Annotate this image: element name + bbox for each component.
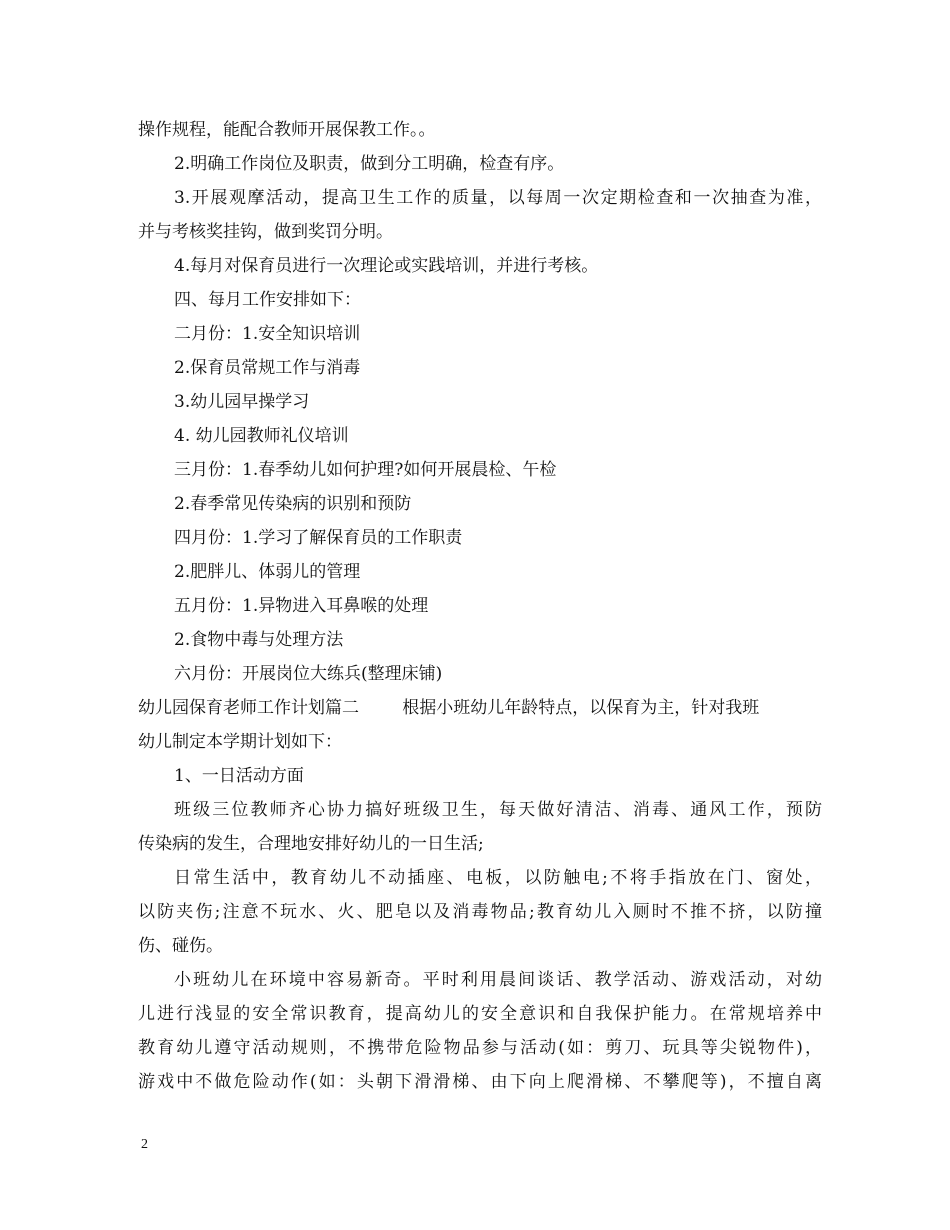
text-line: 2.保育员常规工作与消毒 [174,358,361,378]
text-line: 幼儿园保育老师工作计划篇二 根据小班幼儿年龄特点，以保育为主，针对我班 [138,698,760,718]
section-heading: 1、一日活动方面 [174,766,304,786]
text-line: 4.每月对保育员进行一次理论或实践培训，并进行考核。 [174,256,599,276]
text-line: 2.食物中毒与处理方法 [174,630,344,650]
text-line: 儿进行浅显的安全常识教育，提高幼儿的安全意识和自我保护能力。在常规培养中 [138,1004,822,1024]
text-line: 3.幼儿园早操学习 [174,392,310,412]
text-line: 2.肥胖儿、体弱儿的管理 [174,562,361,582]
text-line: 4. 幼儿园教师礼仪培训 [174,426,349,446]
text-line: 传染病的发生，合理地安排好幼儿的一日生活; [138,834,484,854]
text-line: 六月份：开展岗位大练兵(整理床铺) [174,664,443,684]
text-line: 并与考核奖挂钩，做到奖罚分明。 [138,222,393,242]
text-line: 班级三位教师齐心协力搞好班级卫生，每天做好清洁、消毒、通风工作，预防 [174,800,822,820]
text-line: 幼儿制定本学期计划如下： [138,732,342,752]
text-line: 3.开展观摩活动，提高卫生工作的质量，以每周一次定期检查和一次抽查为准， [174,188,822,208]
text-line: 游戏中不做危险动作(如：头朝下滑滑梯、由下向上爬滑梯、不攀爬等)，不擅自离 [138,1072,822,1092]
text-line: 五月份：1.异物进入耳鼻喉的处理 [174,596,429,616]
section-heading: 四、每月工作安排如下： [174,290,361,310]
text-line: 操作规程，能配合教师开展保教工作。。 [138,120,436,140]
text-line: 2.明确工作岗位及职责，做到分工明确，检查有序。 [174,154,565,174]
page-number: 2 [141,1137,148,1152]
text-line: 四月份：1.学习了解保育员的工作职责 [174,528,463,548]
text-line: 伤、碰伤。 [138,936,223,956]
text-line: 2.春季常见传染病的识别和预防 [174,494,412,514]
text-line: 小班幼儿在环境中容易新奇。平时利用晨间谈话、教学活动、游戏活动，对幼 [174,970,822,990]
text-line: 日常生活中，教育幼儿不动插座、电板，以防触电;不将手指放在门、窗处， [174,868,822,888]
text-line: 教育幼儿遵守活动规则，不携带危险物品参与活动(如：剪刀、玩具等尖锐物件)， [138,1038,822,1058]
text-line: 三月份：1.春季幼儿如何护理?如何开展晨检、午检 [174,460,557,480]
text-line: 二月份：1.安全知识培训 [174,324,361,344]
text-line: 以防夹伤;注意不玩水、火、肥皂以及消毒物品;教育幼儿入厕时不推不挤，以防撞 [138,902,822,922]
